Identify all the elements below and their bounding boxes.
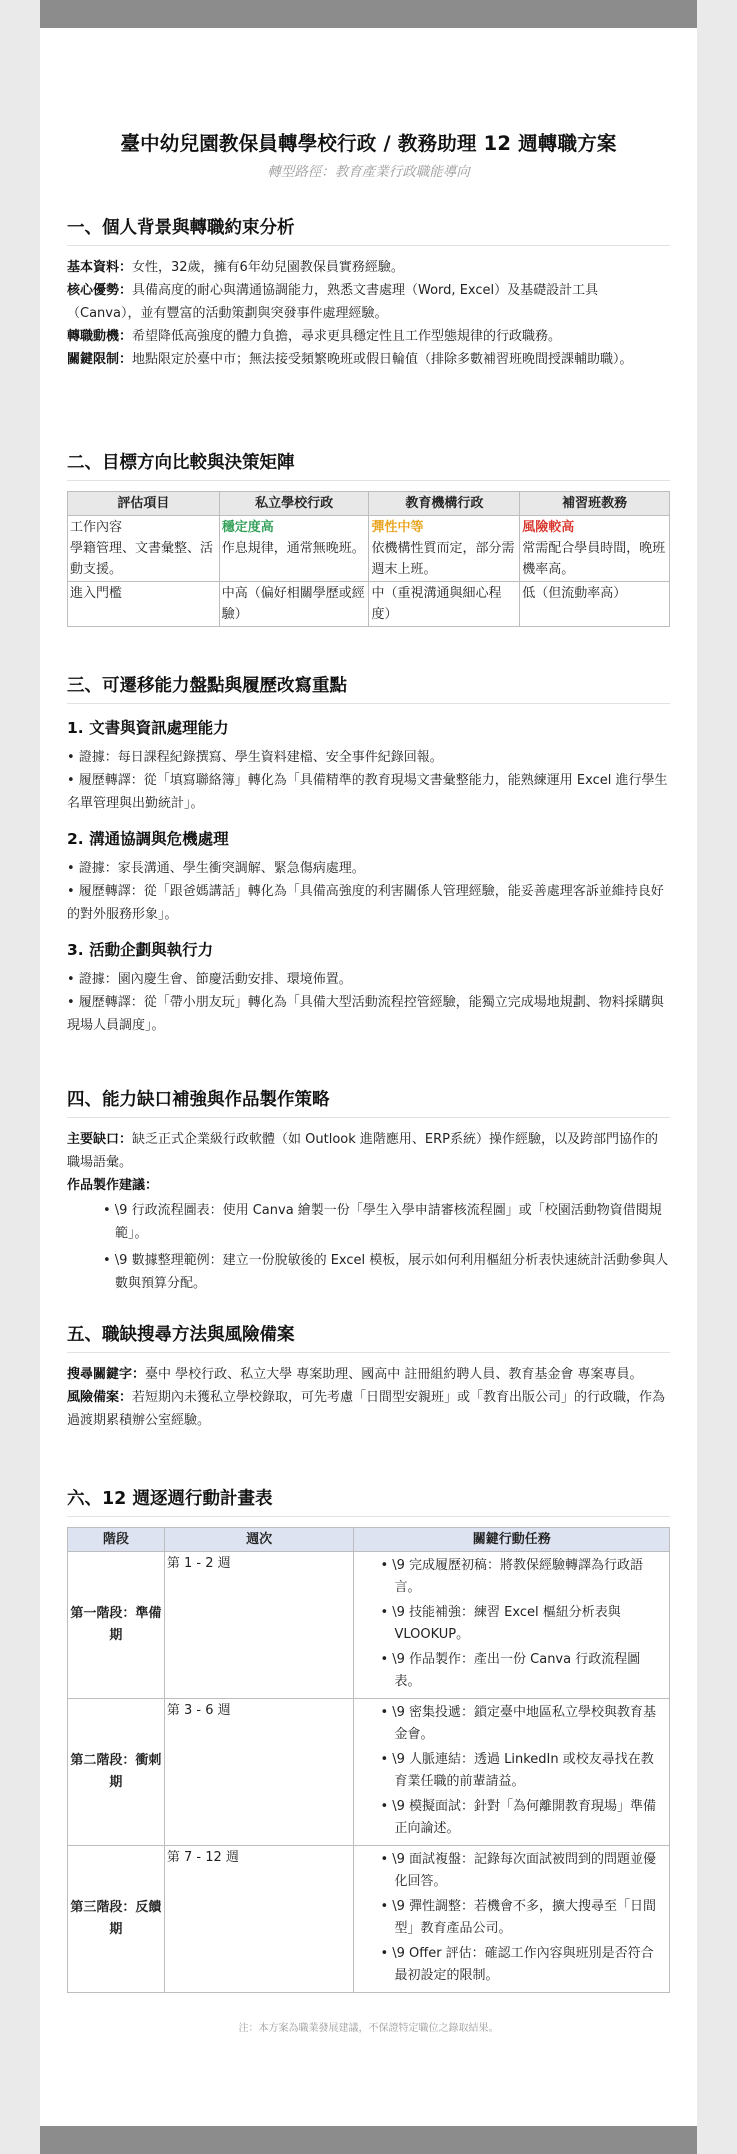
status-badge: 穩定度高 bbox=[221, 520, 274, 535]
section-heading: 二、目標方向比較與決策矩陣 bbox=[67, 449, 670, 481]
label: 轉職動機： bbox=[67, 329, 133, 344]
table-cell bbox=[520, 516, 670, 582]
column-header: 關鍵行動任務 bbox=[354, 1528, 670, 1552]
list-item: • \9 Offer 評估：確認工作內容與班別是否符合最初設定的限制。 bbox=[380, 1946, 654, 1983]
document-subtitle: 轉型路徑：教育產業行政職能導向 bbox=[267, 164, 470, 180]
label: 核心優勢： bbox=[67, 283, 133, 298]
cell-text: 低（但流動率高） bbox=[522, 586, 627, 601]
paragraph-basic-info bbox=[67, 256, 670, 279]
label: 搜尋關鍵字： bbox=[67, 1367, 146, 1382]
list-item: • 證據：園內慶生會、節慶活動安排、環境佈置。 bbox=[67, 972, 352, 987]
row-label: 進入門檻 bbox=[70, 586, 123, 601]
paragraph-gap bbox=[67, 1128, 670, 1174]
bullet-list bbox=[67, 968, 670, 1037]
footnote: 注：本方案為職業發展建議，不保證特定職位之錄取結果。 bbox=[238, 2023, 499, 2034]
cell-text: 中高（偏好相關學歷或經驗） bbox=[221, 586, 365, 622]
label: 主要缺口： bbox=[67, 1132, 133, 1147]
top-scroll-bar bbox=[0, 0, 737, 28]
document-page bbox=[40, 28, 697, 2126]
table-cell bbox=[369, 516, 520, 582]
task-list bbox=[356, 1849, 667, 1987]
works-list bbox=[67, 1199, 670, 1295]
label: 基本資料： bbox=[67, 260, 133, 275]
list-item: • \9 模擬面試：針對「為何離開教育現場」準備正向論述。 bbox=[380, 1799, 657, 1836]
table-header-row bbox=[68, 1528, 670, 1552]
weekly-plan-table bbox=[67, 1527, 670, 1993]
cell-text: 常需配合學員時間，晚班機率高。 bbox=[522, 541, 666, 577]
weeks-cell: 第 3 - 6 週 bbox=[164, 1699, 354, 1846]
weeks-cell: 第 1 - 2 週 bbox=[164, 1552, 354, 1699]
table-row bbox=[68, 582, 670, 627]
bullet-list bbox=[67, 857, 670, 926]
table-cell bbox=[219, 582, 369, 627]
status-badge: 彈性中等 bbox=[371, 520, 424, 535]
text: 地點限定於臺中市；無法接受頻繁晚班或假日輪值（排除多數補習班晚間授課輔助職）。 bbox=[132, 352, 633, 367]
list-item: • \9 技能補強：練習 Excel 樞紐分析表與 VLOOKUP。 bbox=[380, 1605, 621, 1642]
tasks-cell bbox=[354, 1699, 670, 1846]
list-item: • \9 面試複盤：記錄每次面試被問到的問題並優化回答。 bbox=[380, 1852, 657, 1889]
paragraph-constraints bbox=[67, 348, 670, 371]
paragraph-strengths bbox=[67, 279, 670, 325]
paragraph-keywords bbox=[67, 1363, 670, 1386]
paragraph-motivation bbox=[67, 325, 670, 348]
list-item: • \9 數據整理範例：建立一份脫敏後的 Excel 模板，展示如何利用樞紐分析表快速統計活動參與人數與預算分配。 bbox=[103, 1253, 669, 1291]
list-item: • \9 完成履歷初稿：將教保經驗轉譯為行政語言。 bbox=[380, 1558, 644, 1595]
table-cell bbox=[520, 582, 670, 627]
tasks-cell bbox=[354, 1552, 670, 1699]
document-title: 臺中幼兒園教保員轉學校行政 / 教務助理 12 週轉職方案 bbox=[120, 132, 617, 155]
section-weekly-plan bbox=[67, 1485, 670, 1993]
table-row bbox=[68, 1699, 670, 1846]
table-row bbox=[68, 516, 670, 582]
section-transferable-skills bbox=[67, 672, 670, 1037]
text: 希望降低高強度的體力負擔，尋求更具穩定性且工作型態規律的行政職務。 bbox=[132, 329, 562, 344]
status-badge: 風險較高 bbox=[522, 520, 575, 535]
label: 關鍵限制： bbox=[67, 352, 133, 367]
table-cell bbox=[219, 516, 369, 582]
section-heading: 一、個人背景與轉職約束分析 bbox=[67, 214, 670, 246]
subsection-heading: 3. 活動企劃與執行力 bbox=[67, 941, 214, 959]
section-skill-gap bbox=[67, 1086, 670, 1299]
phase-cell: 第一階段：準備期 bbox=[68, 1552, 165, 1699]
list-item: • \9 彈性調整：若機會不多，擴大搜尋至「日間型」教育產品公司。 bbox=[380, 1899, 657, 1936]
bullet-list bbox=[67, 746, 670, 815]
cell-text: 作息規律，通常無晚班。 bbox=[221, 541, 365, 556]
list-item: • 證據：家長溝通、學生衝突調解、緊急傷病處理。 bbox=[67, 861, 365, 876]
cell-text: 中（重視溝通與細心程度） bbox=[371, 586, 502, 622]
list-item: • \9 行政流程圖表：使用 Canva 繪製一份「學生入學申請審核流程圖」或「校園活動物資借閱規範」。 bbox=[103, 1203, 662, 1241]
column-header: 教育機構行政 bbox=[369, 492, 520, 516]
table-cell bbox=[68, 582, 220, 627]
label: 風險備案： bbox=[67, 1390, 133, 1405]
phase-cell: 第三階段：反饋期 bbox=[68, 1846, 165, 1993]
text: 若短期內未獲私立學校錄取，可先考慮「日間型安親班」或「教育出版公司」的行政職，作為過渡期累積辦公室經驗。 bbox=[67, 1390, 666, 1428]
works-label: 作品製作建議： bbox=[67, 1178, 159, 1193]
column-header: 補習班教務 bbox=[520, 492, 670, 516]
comparison-table bbox=[67, 491, 670, 627]
section-background bbox=[67, 214, 670, 371]
list-item: • 履歷轉譯：從「跟爸媽講話」轉化為「具備高強度的利害關係人管理經驗，能妥善處理客訴並維持良好的對外服務形象」。 bbox=[67, 884, 664, 922]
text: 女性，32歲，擁有6年幼兒園教保員實務經驗。 bbox=[132, 260, 404, 275]
task-list bbox=[356, 1702, 667, 1840]
top-scroll-bar-fill bbox=[40, 0, 697, 28]
tasks-cell bbox=[354, 1846, 670, 1993]
weeks-cell: 第 7 - 12 週 bbox=[164, 1846, 354, 1993]
subsection-heading: 1. 文書與資訊處理能力 bbox=[67, 719, 229, 737]
table-row bbox=[68, 1846, 670, 1993]
row-label-detail: 學籍管理、文書彙整、活動支援。 bbox=[70, 541, 214, 577]
section-heading: 四、能力缺口補強與作品製作策略 bbox=[67, 1086, 670, 1118]
list-item: • 履歷轉譯：從「填寫聯絡簿」轉化為「具備精準的教育現場文書彙整能力，能熟練運用 Excel 進行學生名單管理與出勤統計」。 bbox=[67, 773, 668, 811]
text: 臺中 學校行政、私立大學 專案助理、國高中 註冊組約聘人員、教育基金會 專案專員。 bbox=[145, 1367, 643, 1382]
list-item: • 證據：每日課程紀錄撰寫、學生資料建檔、安全事件紀錄回報。 bbox=[67, 750, 443, 765]
table-cell bbox=[369, 582, 520, 627]
list-item: • \9 人脈連結：透過 LinkedIn 或校友尋找在教育業任職的前輩請益。 bbox=[380, 1752, 654, 1789]
section-comparison bbox=[67, 449, 670, 627]
bottom-scroll-bar-fill bbox=[40, 2126, 697, 2154]
list-item: • \9 作品製作：產出一份 Canva 行政流程圖表。 bbox=[380, 1652, 641, 1689]
text: 具備高度的耐心與溝通協調能力，熟悉文書處理（Word, Excel）及基礎設計工具（Canva），並有豐富的活動策劃與突發事件處理經驗。 bbox=[67, 283, 599, 321]
cell-text: 依機構性質而定，部分需週末上班。 bbox=[371, 541, 515, 577]
column-header: 階段 bbox=[68, 1528, 165, 1552]
section-heading: 三、可遷移能力盤點與履歷改寫重點 bbox=[67, 672, 670, 704]
column-header: 週次 bbox=[164, 1528, 354, 1552]
list-item: • 履歷轉譯：從「帶小朋友玩」轉化為「具備大型活動流程控管經驗，能獨立完成場地規劃、物料採購與現場人員調度」。 bbox=[67, 995, 664, 1033]
section-heading: 五、職缺搜尋方法與風險備案 bbox=[67, 1321, 670, 1353]
text: 缺乏正式企業級行政軟體（如 Outlook 進階應用、ERP系統）操作經驗，以及跨部門協作的職場語彙。 bbox=[67, 1132, 658, 1170]
column-header: 評估項目 bbox=[68, 492, 220, 516]
subsection-heading: 2. 溝通協調與危機處理 bbox=[67, 830, 229, 848]
bottom-scroll-bar bbox=[0, 2126, 737, 2154]
table-cell bbox=[68, 516, 220, 582]
row-label: 工作內容 bbox=[70, 520, 123, 535]
phase-cell: 第二階段：衝刺期 bbox=[68, 1699, 165, 1846]
task-list bbox=[356, 1555, 667, 1693]
section-job-search bbox=[67, 1321, 670, 1432]
column-header: 私立學校行政 bbox=[219, 492, 369, 516]
table-row bbox=[68, 1552, 670, 1699]
paragraph-risk bbox=[67, 1386, 670, 1432]
list-item: • \9 密集投遞：鎖定臺中地區私立學校與教育基金會。 bbox=[380, 1705, 657, 1742]
table-header-row bbox=[68, 492, 670, 516]
section-heading: 六、12 週逐週行動計畫表 bbox=[67, 1485, 670, 1517]
